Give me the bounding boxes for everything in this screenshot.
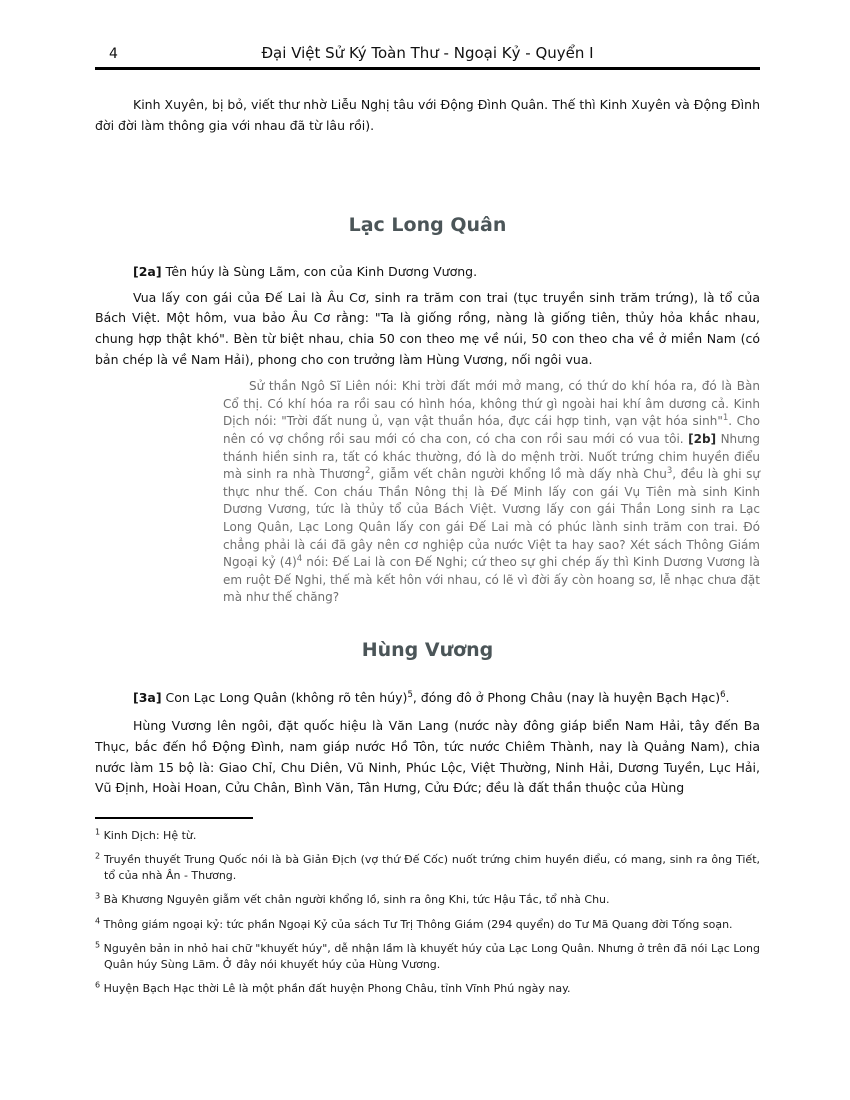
footnote-text: Truyền thuyết Trung Quốc nói là bà Giản Địch (vợ thứ Đế Cốc) nuốt trứng chim huyền điểu, có mang, sinh ra ông Tiết, tổ của nhà Ân - Thương.	[103, 853, 761, 882]
quote-segment: , giẫm vết chân người khổng lồ mà dấy nhà Chu	[370, 467, 667, 482]
header-divider	[95, 67, 760, 70]
footnote-5	[95, 941, 760, 972]
paragraph-van-lang: Hùng Vương lên ngôi, đặt quốc hiệu là Văn Lang (nước này đông giáp biển Nam Hải, tây đến Ba Thục, bắc đến hồ Động Đình, nam giáp nước Hồ Tôn, tức nước Chiêm Thành, nay là Quảng Nam), chia nước làm 15 bộ là: Giao Chỉ, Chu Diên, Vũ Ninh, Phúc Lộc, Việt Thường, Ninh Hải, Dương Tuyền, Lục Hải, Vũ Định, Hoài Hoan, Cửu Chân, Bình Văn, Tân Hưng, Cửu Đức; đều là đất thần thuộc của Hùng	[95, 718, 760, 796]
footnote-number: 4	[95, 916, 101, 926]
quote-segment: Sử thần Ngô Sĩ Liên nói: Khi trời đất mới mở mang, có thứ do khí hóa ra, đó là Bàn Cổ thị. Có khí hóa ra rồi sau có hình hóa, không thứ gì ngoài hai khí âm dương cả. Kinh Dịch nói: "Trời đất nung ủ, vạn vật thuần hóa, đực cái hợp tinh, vạn vật hóa sinh"	[223, 379, 760, 429]
page-number: 4	[109, 46, 118, 62]
page-header	[95, 0, 760, 62]
footnote-text: Huyện Bạch Hạc thời Lê là một phần đất huyện Phong Châu, tỉnh Vĩnh Phú ngày nay.	[103, 982, 571, 996]
footnotes	[95, 828, 760, 997]
quote-segment: Nhưng thánh hiền sinh ra, tất có khác thường, đó là do mệnh trời. Nuốt trứng chim huyền điểu mà sinh ra nhà Thương	[223, 431, 760, 482]
footnote-number: 1	[95, 827, 101, 837]
text-column	[95, 0, 760, 997]
footnote-text: Thông giám ngoại kỷ: tức phần Ngoại Kỷ của sách Tư Trị Thông Giám (294 quyển) do Tư Mã Quang đời Tống soạn.	[103, 917, 733, 931]
paragraph-2a	[95, 262, 760, 283]
footnote-text: Kinh Dịch: Hệ từ.	[103, 828, 197, 842]
paragraph-3a-text: .	[725, 689, 730, 705]
paragraph-3a-text: Con Lạc Long Quân (không rõ tên húy)	[161, 689, 408, 705]
footnote-1	[95, 828, 760, 844]
footnote-ref-3: 3	[666, 466, 673, 477]
paragraph-intro: Kinh Xuyên, bị bỏ, viết thư nhờ Liễu Nghị tâu với Động Đình Quân. Thế thì Kinh Xuyên và Động Đình đời đời làm thông gia với nhau đã từ lâu rồi).	[95, 97, 760, 133]
footnote-2	[95, 852, 760, 883]
footnote-ref-4: 4	[296, 554, 303, 565]
paragraph-3a-text: , đóng đô ở Phong Châu (nay là huyện Bạch Hạc)	[412, 689, 721, 705]
paragraph-au-co: Vua lấy con gái của Đế Lai là Âu Cơ, sinh ra trăm con trai (tục truyền sinh trăm trứng), là tổ của Bách Việt. Một hôm, vua bảo Âu Cơ rằng: "Ta là giống rồng, nàng là giống tiên, thủy hỏa khắc nhau, chung hợp thật khó". Bèn từ biệt nhau, chia 50 con theo mẹ về núi, 50 con theo cha về ở miền Nam (có bản chép là về Nam Hải), phong cho con trưởng làm Hùng Vương, nối ngôi vua.	[95, 289, 760, 367]
footnote-ref-5: 5	[407, 689, 413, 700]
footnote-4	[95, 917, 760, 933]
quote-segment: nói: Đế Lai là con Đế Nghi; cứ theo sự ghi chép ấy thì Kinh Dương Vương là em ruột Đế Nghi, thế mà kết hôn với nhau, có lẽ vì đời ấy còn hoang sơ, lễ nhạc chưa đặt mà như thế chăng?	[223, 555, 760, 605]
commentary-ngo-si-lien	[223, 378, 760, 607]
folio-marker-2a: [2a]	[133, 264, 162, 280]
footnote-ref-2: 2	[365, 466, 371, 477]
header-title: Đại Việt Sử Ký Toàn Thư - Ngoại Kỷ - Quyển I	[261, 44, 594, 62]
footnote-number: 2	[95, 851, 101, 861]
quote-segment: . Cho nên có vợ chồng rồi sau mới có cha con, có cha con rồi sau mới có vua tôi.	[223, 414, 760, 446]
footnote-divider	[95, 817, 253, 819]
footnote-text: Bà Khương Nguyên giẫm vết chân người khổng lồ, sinh ra ông Khi, tức Hậu Tắc, tổ nhà Chu.	[103, 893, 610, 907]
footnote-ref-6: 6	[720, 689, 726, 700]
footnote-text: Nguyên bản in nhỏ hai chữ "khuyết húy", dễ nhận lầm là khuyết húy của Lạc Long Quân. Nhưng ở trên đã nói Lạc Long Quân húy Sùng Lãm. Ở đây nói khuyết húy của Hùng Vương.	[103, 942, 760, 971]
footnote-number: 6	[95, 980, 101, 990]
footnote-number: 5	[95, 940, 101, 950]
folio-marker-3a: [3a]	[133, 689, 162, 705]
paragraph-3a	[95, 688, 760, 709]
section-heading-lac-long-quan: Lạc Long Quân	[348, 214, 507, 237]
section-heading-hung-vuong: Hùng Vương	[361, 638, 494, 661]
footnote-ref-1: 1	[722, 413, 729, 424]
paragraph-2a-text: Tên húy là Sùng Lãm, con của Kinh Dương Vương.	[161, 264, 478, 280]
footnote-3	[95, 892, 760, 908]
footnote-number: 3	[95, 891, 101, 901]
quote-segment: , đều là ghi sự thực như thế. Con cháu Thần Nông thị là Đế Minh lấy con gái Vụ Tiên mà sinh Kinh Dương Vương, tức là thủy tổ của Bách Việt. Vương lấy con gái Thần Long sinh ra Lạc Long Quân, Lạc Long Quân lấy con gái Đế Lai mà có phúc lành sinh trăm con trai. Đó chẳng phải là cái đã gây nên cơ nghiệp của nước Việt ta hay sao? Xét sách Thông Giám Ngoại kỷ (4)	[223, 467, 760, 570]
folio-marker-2b: [2b]	[688, 431, 717, 446]
footnote-6	[95, 981, 760, 997]
